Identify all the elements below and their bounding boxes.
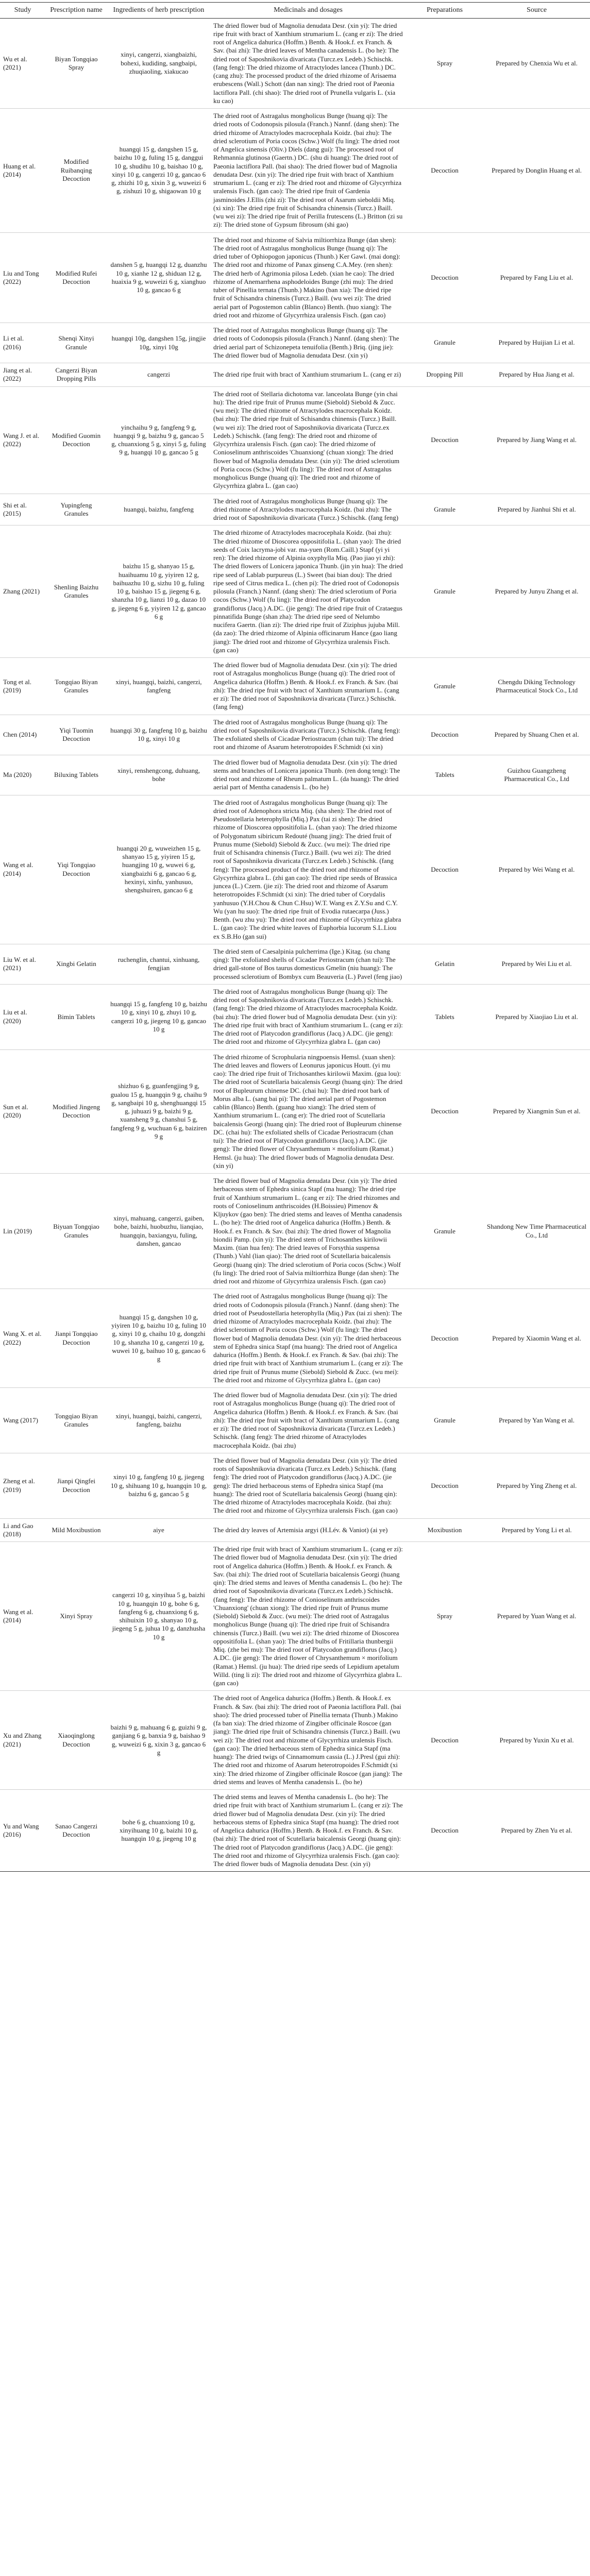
cell-preparation: Dropping Pill bbox=[406, 363, 483, 387]
cell-prescription-name: Sanao Cangerzi Decoction bbox=[45, 1790, 107, 1872]
cell-prescription-name: Cangerzi Biyan Dropping Pills bbox=[45, 363, 107, 387]
cell-study: Huang et al. (2014) bbox=[0, 109, 45, 233]
cell-source: Prepared by Wei Liu et al. bbox=[483, 944, 590, 984]
cell-study: Wu et al. (2021) bbox=[0, 18, 45, 109]
cell-source: Prepared by Yan Wang et al. bbox=[483, 1388, 590, 1453]
cell-ingredients: ruchenglin, chantui, xinhuang, fengjian bbox=[107, 944, 210, 984]
cell-prescription-name: Jianpi Qingfei Decoction bbox=[45, 1453, 107, 1518]
cell-study: Lin (2019) bbox=[0, 1174, 45, 1289]
cell-preparation: Decoction bbox=[406, 109, 483, 233]
cell-study: Liu W. et al. (2021) bbox=[0, 944, 45, 984]
table-row bbox=[0, 1174, 590, 1289]
table-row bbox=[0, 1388, 590, 1453]
cell-medicinals: The dried flower bud of Magnolia denudata Desr. (xin yi): The dried root of Astragalus mongholicus Bunge (huang qi): The dried root of Angelica dahurica (Hoffm.) Benth. & Hook.f. ex Franch. & Sav. (bai zhi): The dried ripe fruit with bract of Xanthium strumarium L. (cang er zi): The dried root of Saposhnikovia divaricata (Turcz.) Schischk. (fang feng) bbox=[210, 658, 406, 715]
cell-preparation: Decoction bbox=[406, 1049, 483, 1174]
cell-medicinals: The dried flower bud of Magnolia denudata Desr. (xin yi): The dried stems and branches of Lonicera japonica Thunb. (ren dong teng): The dried root and rhizome of Rheum palmatum L. (da huang): The dried aerial part of Mentha canadensis L. (bo he) bbox=[210, 755, 406, 795]
cell-source: Prepared by Junyu Zhang et al. bbox=[483, 526, 590, 658]
cell-study: Zheng et al. (2019) bbox=[0, 1453, 45, 1518]
cell-ingredients: cangerzi 10 g, xinyihua 5 g, baizhi 10 g, huangqin 10 g, bohe 6 g, fangfeng 6 g, chuanxiong 6 g, shihuixin 10 g, shanyao 10 g, jiegeng 5 g, juhua 10 g, danzhusha 10 g bbox=[107, 1542, 210, 1691]
table-row bbox=[0, 1049, 590, 1174]
table-row bbox=[0, 494, 590, 526]
cell-study: Shi et al. (2015) bbox=[0, 494, 45, 526]
cell-preparation: Moxibustion bbox=[406, 1518, 483, 1542]
cell-prescription-name: Jianpi Tongqiao Decoction bbox=[45, 1289, 107, 1388]
cell-study: Ma (2020) bbox=[0, 755, 45, 795]
cell-medicinals: The dried rhizome of Atractylodes macrocephala Koidz. (bai zhu): The dried rhizome of Dioscorea oppositifolia L. (shan yao): The dried seeds of Coix lacryma-jobi var. ma-yuen (Rom.Caill.) Stapf (yi yi ren): The dried rhizome of Alpinia oxyphylla Miq. (Pao jiao yi zhi): The dried flowers of Lonicera japonica Thunb. (jin yin hua): The dried ripe seed of Lablab purpureus (L.) Sweet (bai bian dou): The dried ripe seed of Citrus medica L. (chen pi): The dried root of Codonopsis pilosula (Franch.) Nannf. (dang shen): The dried sclerotium of Poria cocos (Schw.) Wolf (fu ling): The dried root of Platycodon grandiflorus (Jacq.) A.DC. (jie geng): The dried ripe fruit of Crataegus pinnatifida Bunge (shan zha): The dried ripe seed of Nelumbo nucifera Gaertn. (lian zi): The dried ripe fruit of Ziziphus jujuba Mill. (da zao): The dried rhizome of Alpinia officinarum Hance (gao liang jiang): The dried root and rhizome of Glycyrrhiza uralensis Fisch. (gan cao) bbox=[210, 526, 406, 658]
cell-ingredients: xinyi, huangqi, baizhi, cangerzi, fangfeng, baizhu bbox=[107, 1388, 210, 1453]
cell-source: Prepared by Hua Jiang et al. bbox=[483, 363, 590, 387]
cell-study: Wang X. et al. (2022) bbox=[0, 1289, 45, 1388]
table-row bbox=[0, 715, 590, 755]
cell-medicinals: The dried root of Astragalus mongholicus Bunge (huang qi): The dried root of Adenophora stricta Miq. (sha shen): The dried root of Pseudostellaria heterophylla (Miq.) Pax (tai zi shen): The dried rhizome of Dioscorea oppositifolia L. (shan yao): The dried rhizome of Polygonatum sibiricum Redouté (huang jing): The dried fruit of Prunus mume (Siebold) Siebold & Zucc. (wu mei): The dried ripe fruit of Schisandra chinensis (Turcz.) Baill. (wu wei zi): The dried root of Saposhnikovia divaricata (Turcz.ex Ledeb.) Schischk. (fang feng): The processed product of the dried root and rhizome of Glycyrrhiza glabra L. (zhi gan cao): The dried ripe seeds of Brassica juncea (L.) Czern. (jie zi): The dried root and rhizome of Asarum heterotropoides F.Schmidt (xi xin): The dried tuber of Corydalis yanhusuo (Y.H.Chou & Chun C.Hsu) W.T. Wang ex Z.Y.Su and C.Y. Wu (yan hu suo): The dried ripe fruit of Evodia rutaecarpa (Juss.) Benth. (wu zhu yu): The dried root and rhizome of Glycyrrhiza glabra L. (gan cao): The dried white leaves of Euphorbia lucorum S.L.Liou ex S.B.Ho (gan sui) bbox=[210, 795, 406, 944]
cell-preparation: Decoction bbox=[406, 1691, 483, 1790]
table-row bbox=[0, 1453, 590, 1518]
cell-source: Prepared by Yuxin Xu et al. bbox=[483, 1691, 590, 1790]
cell-medicinals: The dried stems and leaves of Mentha canadensis L. (bo he): The dried ripe fruit with bract of Xanthium strumarium L. (cang er zi): The dried flower bud of Magnolia denudata Desr. (xin yi): The dried herbaceous stems of Ephedra sinica Stapf (ma huang): The dried root of Angelica dahurica (Hoffm.) Benth. & Hook.f. ex Franch. & Sav. (bai zhi): The dried root of Scutellaria baicalensis Georgi (huang qin): The dried root of Platycodon grandiflorus (Jacq.) A.DC. (jie geng): The dried root and rhizome of Glycyrrhiza uralensis Fisch. (gan cao): The dried flower buds of Magnolia denudata Desr. (xin yi) bbox=[210, 1790, 406, 1872]
herb-prescription-table bbox=[0, 2, 590, 1872]
cell-preparation: Gelatin bbox=[406, 944, 483, 984]
cell-ingredients: huangqi 10g, dangshen 15g, jingjie 10g, xinyi 10g bbox=[107, 323, 210, 363]
cell-prescription-name: Modified Jingeng Decoction bbox=[45, 1049, 107, 1174]
table-row bbox=[0, 109, 590, 233]
cell-ingredients: baizhi 9 g, mahuang 6 g, guizhi 9 g, ganjiang 6 g, banxia 9 g, baishao 9 g, wuweizi 6 g, xixin 3 g, gancao 6 g bbox=[107, 1691, 210, 1790]
cell-ingredients: shizhuo 6 g, guanfengjing 9 g, gualou 15 g, huangqin 9 g, chaihu 9 g, sangbaipi 10 g, shenghuangqi 15 g, juhuazi 9 g, baizhi 9 g, xuansheng 9 g, chanshui 5 g, fangfeng 9 g, wuchuan 6 g, baiziren 9 g bbox=[107, 1049, 210, 1174]
column-header-prescription-name: Prescription name bbox=[45, 3, 107, 19]
cell-ingredients: xinyi, huangqi, baizhi, cangerzi, fangfeng bbox=[107, 658, 210, 715]
cell-preparation: Spray bbox=[406, 1542, 483, 1691]
cell-prescription-name: Yupingfeng Granules bbox=[45, 494, 107, 526]
cell-source: Prepared by Zhen Yu et al. bbox=[483, 1790, 590, 1872]
cell-study: Jiang et al. (2022) bbox=[0, 363, 45, 387]
cell-preparation: Decoction bbox=[406, 715, 483, 755]
cell-ingredients: huangqi, baizhu, fangfeng bbox=[107, 494, 210, 526]
cell-ingredients: huangqi 15 g, dangshen 10 g, yiyiren 10 g, baizhu 10 g, fuling 10 g, xinyi 10 g, chaihu 10 g, dongzhi 10 g, shanzha 10 g, cangerzi 10 g, wuwei 10 g, baihuo 10 g, gancao 6 g bbox=[107, 1289, 210, 1388]
cell-medicinals: The dried root and rhizome of Salvia miltiorrhiza Bunge (dan shen): The dried root of Astragalus mongholicus Bunge (huang qi): The dried tuber of Ophiopogon japonicus (Thunb.) Ker Gawl. (mai dong): The dried root and rhizome of Panax ginseng C.A.Mey. (ren shen): The dried herb of Agrimonia pilosa Ledeb. (xian he cao): The dried rhizome of Anemarrhena asphodeloides Bunge (zhi mu): The dried tuber of Pinellia ternata (Thunb.) Makino (ban xia): The dried ripe fruit of Schisandra chinensis (Turcz.) Baill. (wu wei zi): The dried aerial part of Pogostemon cablin (Blanco) Benth. (huo xiang): The dried root and rhizome of Glycyrrhiza uralensis Fisch. (gan cao) bbox=[210, 232, 406, 323]
cell-source: Prepared by Huijian Li et al. bbox=[483, 323, 590, 363]
cell-study: Wang et al. (2014) bbox=[0, 795, 45, 944]
cell-ingredients: huangqi 30 g, fangfeng 10 g, baizhu 10 g, xinyi 10 g bbox=[107, 715, 210, 755]
table-row bbox=[0, 526, 590, 658]
cell-source: Prepared by Yuan Wang et al. bbox=[483, 1542, 590, 1691]
table-row bbox=[0, 1542, 590, 1691]
cell-source: Prepared by Yong Li et al. bbox=[483, 1518, 590, 1542]
cell-preparation: Granule bbox=[406, 526, 483, 658]
cell-source: Prepared by Jiang Wang et al. bbox=[483, 386, 590, 494]
cell-source: Prepared by Donglin Huang et al. bbox=[483, 109, 590, 233]
cell-preparation: Decoction bbox=[406, 795, 483, 944]
cell-study: Xu and Zhang (2021) bbox=[0, 1691, 45, 1790]
cell-source: Prepared by Chenxia Wu et al. bbox=[483, 18, 590, 109]
cell-prescription-name: Yiqi Tuomin Decoction bbox=[45, 715, 107, 755]
cell-preparation: Spray bbox=[406, 18, 483, 109]
cell-study: Liu and Tong (2022) bbox=[0, 232, 45, 323]
table-row bbox=[0, 658, 590, 715]
table-row bbox=[0, 984, 590, 1049]
cell-medicinals: The dried root of Astragalus mongholicus Bunge (huang qi): The dried roots of Codonopsis pilosula (Franch.) Nannf. (dang shen): The dried rhizome of Atractylodes macrocephala Koidz. (bai zhu): The dried sclerotium of Poria cocos (Schw.) Wolf (fu ling): The dried root of Angelica sinensis (Oliv.) Diels (dang gui): The processed root of Rehmannia glutinosa (Gaertn.) DC. (shu di huang): The dried root of Paeonia lactiflora Pall. (bai shao): The dried flower bud of Magnolia denudata Desr. (xin yi): The dried ripe fruit with bract of Xanthium strumarium L. (cang er zi): The dried root and rhizome of Glycyrrhiza uralensis Fisch. (gan cao): The dried ripe fruit of Gardenia jasminoides J.Ellis (zhi zi): The dried root of Asarum sieboldii Miq. (xi xin): The dried ripe fruit of Schisandra chinensis (Turcz.) Baill. (wu wei zi): The dried ripe fruit of Perilla frutescens (L.) Britton (zi su zi): The dried stone of Gypsum fibrosum (shi gao) bbox=[210, 109, 406, 233]
cell-prescription-name: Xiaoqinglong Decoction bbox=[45, 1691, 107, 1790]
table-row bbox=[0, 232, 590, 323]
table-row bbox=[0, 1790, 590, 1872]
cell-ingredients: aiye bbox=[107, 1518, 210, 1542]
cell-study: Li and Gao (2018) bbox=[0, 1518, 45, 1542]
cell-preparation: Decoction bbox=[406, 1289, 483, 1388]
cell-medicinals: The dried flower bud of Magnolia denudata Desr. (xin yi): The dried root of Astragalus mongholicus Bunge (huang qi): The dried root of Angelica dahurica (Hoffm.) Benth. & Hook.f. ex Franch. & Sav. (bai zhi): The dried ripe fruit with bract of Xanthium strumarium L. (cang er zi): The dried root of Saposhnikovia divaricata (Turcz.ex Ledeb.) Schischk. (fang feng): The dried rhizome of Atractylodes macrocephala Koidz. (bai zhu) bbox=[210, 1388, 406, 1453]
cell-ingredients: xinyi 10 g, fangfeng 10 g, jiegeng 10 g, shihuang 10 g, huangqin 10 g, baizhu 6 g, gancao 5 g bbox=[107, 1453, 210, 1518]
cell-medicinals: The dried root of Astragalus mongholicus Bunge (huang qi): The dried root of Saposhnikovia divaricata (Turcz.) Schischk. (fang feng): The exfoliated shells of Cicadae Periostracum (chan tui): The dried root and rhizome of Asarum heterotropoides F.Schmidt (xi xin) bbox=[210, 715, 406, 755]
cell-study: Wang (2017) bbox=[0, 1388, 45, 1453]
cell-preparation: Granule bbox=[406, 658, 483, 715]
cell-prescription-name: Modified Guomin Decoction bbox=[45, 386, 107, 494]
cell-preparation: Decoction bbox=[406, 386, 483, 494]
cell-preparation: Decoction bbox=[406, 1790, 483, 1872]
cell-prescription-name: Tongqiao Biyan Granules bbox=[45, 1388, 107, 1453]
table-row bbox=[0, 18, 590, 109]
cell-source: Prepared by Jianhui Shi et al. bbox=[483, 494, 590, 526]
table-row bbox=[0, 795, 590, 944]
cell-ingredients: xinyi, renshengcong, duhuang, bohe bbox=[107, 755, 210, 795]
cell-prescription-name: Xingbi Gelatin bbox=[45, 944, 107, 984]
column-header-medicinals: Medicinals and dosages bbox=[210, 3, 406, 19]
cell-medicinals: The dried root of Angelica dahurica (Hoffm.) Benth. & Hook.f. ex Franch. & Sav. (bai zhi): The dried root of Paeonia lactiflora Pall. (bai shao): The dried processed tuber of Pinellia ternata (Thunb.) Makino (fa ban xia): The dried rhizome of Zingiber officinale Roscoe (gan jiang): The dried ripe fruit of Schisandra chinensis (Turcz.) Baill. (wu wei zi): The dried root and rhizome of Glycyrrhiza uralensis Fisch. (gan cao): The dried herbaceous stem of Ephedra sinica Stapf (ma huang): The dried twigs of Cinnamomum cassia (L.) J.Presl (gui zhi): The dried root and rhizome of Asarum heterotropoides F.Schmidt (xi xin): The dried rhizome of Zingiber officinale Roscoe (gan jiang): The dried stems and leaves of Mentha canadensis L. (bo he) bbox=[210, 1691, 406, 1790]
cell-ingredients: huangqi 15 g, dangshen 15 g, baizhu 10 g, fuling 15 g, danggui 10 g, shudihu 10 g, baishao 10 g, xinyi 10 g, cangerzi 10 g, gancao 6 g, zhizhi 10 g, xixin 3 g, wuweizi 6 g, zishuzi 10 g, shigaowan 10 g bbox=[107, 109, 210, 233]
table-header bbox=[0, 3, 590, 19]
cell-medicinals: The dried root of Astragalus mongholicus Bunge (huang qi): The dried root of Saposhnikovia divaricata (Turcz.ex Ledeb.) Schischk. (fang feng): The dried rhizome of Atractylodes macrocephala Koidz. (bai zhu): The dried flower bud of Magnolia denudata Desr. (xin yi): The dried ripe fruit with bract of Xanthium strumarium L. (cang er zi): The dried root of Platycodon grandiflorus (Jacq.) A.DC. (jie geng): The dried root and rhizome of Glycyrrhiza glabra L. (gan cao) bbox=[210, 984, 406, 1049]
cell-ingredients: cangerzi bbox=[107, 363, 210, 387]
table-body bbox=[0, 18, 590, 1872]
cell-source: Prepared by Shuang Chen et al. bbox=[483, 715, 590, 755]
table-row bbox=[0, 1518, 590, 1542]
cell-prescription-name: Modified Ruibanqing Decoction bbox=[45, 109, 107, 233]
cell-ingredients: baizhu 15 g, shanyao 15 g, huaihuamu 10 g, yiyiren 12 g, baihuazhu 10 g, sizhu 10 g, fuling 10 g, baishao 15 g, jiegeng 6 g, shanzha 10 g, lianzi 10 g, dazao 10 g, jiegeng 6 g, yiyiren 12 g, gancao 6 g bbox=[107, 526, 210, 658]
cell-ingredients: bohe 6 g, chuanxiong 10 g, xinyihuang 10 g, baizhi 10 g, huangqin 10 g, jiegeng 10 g bbox=[107, 1790, 210, 1872]
column-header-source: Source bbox=[483, 3, 590, 19]
cell-ingredients: xinyi, mahuang, cangerzi, gaiben, bohe, baizhi, huobuzhu, lianqiao, huangqin, baxiangyu, fuling, danshen, gancao bbox=[107, 1174, 210, 1289]
cell-source: Prepared by Xiaomin Wang et al. bbox=[483, 1289, 590, 1388]
cell-preparation: Decoction bbox=[406, 232, 483, 323]
column-header-ingredients: Ingredients of herb prescription bbox=[107, 3, 210, 19]
cell-study: Tong et al. (2019) bbox=[0, 658, 45, 715]
cell-medicinals: The dried root of Astragalus mongholicus Bunge (huang qi): The dried roots of Codonopsis pilosula (Franch.) Nannf. (dang shen): The dried aerial part of Schizonepeta tenuifolia (Benth.) Briq. (jing jie): The dried flower bud of Magnolia denudata Desr. (xin yi) bbox=[210, 323, 406, 363]
cell-ingredients: yinchaihu 9 g, fangfeng 9 g, huangqi 9 g, baizhu 9 g, gancao 5 g, chuanxiong 5 g, xinyi 5 g, fuling 9 g, huangqi 10 g, gancao 5 g bbox=[107, 386, 210, 494]
cell-ingredients: huangqi 20 g, wuweizhen 15 g, shanyao 15 g, yiyiren 15 g, huangjing 10 g, wuwei 6 g, xiangbaizhi 6 g, gancao 6 g, hexinyi, xinfu, yanhusuo, shengshuiren, gancao 6 g bbox=[107, 795, 210, 944]
cell-medicinals: The dried root of Astragalus mongholicus Bunge (huang qi): The dried rhizome of Atractylodes macrocephala Koidz. (bai zhu): The dried root of Saposhnikovia divaricata (Turcz.) Schischk. (fang feng) bbox=[210, 494, 406, 526]
cell-preparation: Granule bbox=[406, 1388, 483, 1453]
cell-preparation: Tablets bbox=[406, 984, 483, 1049]
cell-study: Wang et al. (2014) bbox=[0, 1542, 45, 1691]
cell-study: Liu et al. (2020) bbox=[0, 984, 45, 1049]
cell-source: Guizhou Guangzheng Pharmaceutical Co., Ltd bbox=[483, 755, 590, 795]
column-header-preparations: Preparations bbox=[406, 3, 483, 19]
cell-medicinals: The dried root of Stellaria dichotoma var. lanceolata Bunge (yin chai hu): The dried ripe fruit of Prunus mume (Siebold) Siebold & Zucc. (wu mei): The dried rhizome of Atractylodes macrocephala Koidz. (bai zhu): The dried ripe fruit of Schisandra chinensis (Turcz.) Baill. (wu wei zi): The dried root of Saposhnikovia divaricata (Turcz.ex Ledeb.) Schischk. (fang feng): The dried root and rhizome of Glycyrrhiza uralensis Fisch. (gan cao): The dried rhizome of Conioselinum anthriscoides 'Chuanxiong' (chuan xiong): The dried flower bud of Magnolia denudata Desr. (xin yi): The dried sclerotium of Poria cocos (Schw.) Wolf (fu ling): The dried root of Astragalus mongholicus Bunge (huang qi): The dried root and rhizome of Glycyrrhiza glabra L. (gan cao) bbox=[210, 386, 406, 494]
cell-preparation: Granule bbox=[406, 1174, 483, 1289]
cell-medicinals: The dried rhizome of Scrophularia ningpoensis Hemsl. (xuan shen): The dried leaves and flowers of Leonurus japonicus Houtt. (yi mu cao): The dried ripe fruit of Trichosanthes kirilowii Maxim. (gua lou): The dried root of Scutellaria baicalensis Georgi (huang qin): The dried root of Bupleurum chinense DC. (chai hu): The dried root bark of Morus alba L. (sang bai pi): The dried aerial part of Pogostemon cablin (Blanco) Benth. (guang huo xiang): The dried stem of Xanthium strumarium L. (cang er): The dried root of Scutellaria baicalensis Georgi (huang qin): The dried root of Bupleurum chinense DC. (chai hu): The exfoliated shells of Cicadae Periostracum (chan tui): The dried root of Platycodon grandiflorus (Jacq.) A.DC. (jie geng): The dried flower of Chrysanthemum × morifolium (Ramat.) Hemsl. (ju hua): The dried flower buds of Magnolia denudata Desr. (xin yi) bbox=[210, 1049, 406, 1174]
cell-study: Yu and Wang (2016) bbox=[0, 1790, 45, 1872]
table-row bbox=[0, 386, 590, 494]
cell-prescription-name: Tongqiao Biyan Granules bbox=[45, 658, 107, 715]
cell-prescription-name: Mild Moxibustion bbox=[45, 1518, 107, 1542]
cell-preparation: Granule bbox=[406, 494, 483, 526]
cell-study: Wang J. et al. (2022) bbox=[0, 386, 45, 494]
cell-medicinals: The dried flower bud of Magnolia denudata Desr. (xin yi): The dried ripe fruit with bract of Xanthium strumarium L. (cang er zi): The dried root of Angelica dahurica (Hoffm.) Benth. & Hook.f. ex Franch. & Sav. (bai zhi): The dried leaves of Mentha canadensis L. (bo he): The dried root of Saposhnikovia divaricata (Turcz.ex Ledeb.) Schischk. (fang feng): The dried rhizome of Atractylodes lancea (Thunb.) DC. (cang zhu): The processed product of the dried rhizome of Arisaema erubescens (Wall.) Schott (dan nan xing): The dried root of Paeonia lactiflora Pall. (chi shao): The dried root of Prunella vulgaris L. (xia ku cao) bbox=[210, 18, 406, 109]
cell-source: Prepared by Xiaojiao Liu et al. bbox=[483, 984, 590, 1049]
header-row bbox=[0, 3, 590, 19]
cell-prescription-name: Shenqi Xinyi Granule bbox=[45, 323, 107, 363]
table-row bbox=[0, 363, 590, 387]
cell-medicinals: The dried dry leaves of Artemisia argyi (H.Lév. & Vaniot) (ai ye) bbox=[210, 1518, 406, 1542]
cell-medicinals: The dried stem of Caesalpinia pulcherrima (Ige.) Kitag. (su chang qing): The exfoliated shells of Cicadae Periostracum (chan tui): The dried gall-stone of Bos taurus domesticus Gmelin (niu huang): The processed sclerotium of Bombyx cum Beauveria (L.) Pavel (feng jiao) bbox=[210, 944, 406, 984]
cell-prescription-name: Xinyi Spray bbox=[45, 1542, 107, 1691]
cell-preparation: Decoction bbox=[406, 1453, 483, 1518]
cell-ingredients: danshen 5 g, huangqi 12 g, duanzhu 10 g, xianhe 12 g, shiduan 12 g, huaixia 9 g, wuweizi 6 g, xianghuo 10 g, gancao 6 g bbox=[107, 232, 210, 323]
cell-medicinals: The dried flower bud of Magnolia denudata Desr. (xin yi): The dried herbaceous stem of Ephedra sinica Stapf (ma huang): The dried ripe fruit of Xanthium strumarium L. (cang er zi): The dried rhizomes and roots of Conioselinum anthriscoides (H.Boissieu) Pimenov & Kljuykov (gao ben): The dried stems and leaves of Mentha canadensis L. (bo he): The dried root of Angelica dahurica (Hoffm.) Benth. & Hook.f. ex Franch. & Sav. (bai zhi): The dried flower of Magnolia biondii Pamp. (xin yi): The dried stem of Trichosanthes kirilowii Maxim. (tian hua fen): The dried leaves of Forsythia suspensa (Thunb.) Vahl (lian qiao): The dried root of Scutellaria baicalensis Georgi (huang qin): The dried sclerotium of Poria cocos (Schw.) Wolf (fu ling): The dried root of Salvia miltiorrhiza Bunge (dan shen): The dried root and rhizome of Glycyrrhiza uralensis Fisch. (gan cao) bbox=[210, 1174, 406, 1289]
cell-prescription-name: Bimin Tablets bbox=[45, 984, 107, 1049]
cell-source: Prepared by Fang Liu et al. bbox=[483, 232, 590, 323]
table-row bbox=[0, 944, 590, 984]
cell-ingredients: huangqi 15 g, fangfeng 10 g, baizhu 10 g, xinyi 10 g, zhuyi 10 g, cangerzi 10 g, jiegeng 10 g, gancao 10 g bbox=[107, 984, 210, 1049]
cell-preparation: Tablets bbox=[406, 755, 483, 795]
cell-study: Chen (2014) bbox=[0, 715, 45, 755]
cell-medicinals: The dried ripe fruit with bract of Xanthium strumarium L. (cang er zi) bbox=[210, 363, 406, 387]
cell-source: Chengdu Diking Technology Pharmaceutical Stock Co., Ltd bbox=[483, 658, 590, 715]
cell-prescription-name: Biyan Tongqiao Spray bbox=[45, 18, 107, 109]
cell-ingredients: xinyi, cangerzi, xiangbaizhi, bohexi, kudiding, sangbaipi, zhuqiaoling, xiakucao bbox=[107, 18, 210, 109]
cell-study: Sun et al. (2020) bbox=[0, 1049, 45, 1174]
cell-medicinals: The dried ripe fruit with bract of Xanthium strumarium L. (cang er zi): The dried flower bud of Magnolia denudata Desr. (xin yi): The dried root of Angelica dahurica (Hoffm.) Benth. & Hook.f. ex Franch. & Sav. (bai zhi): The dried root of Scutellaria baicalensis Georgi (huang qin): The dried stems and leaves of Mentha canadensis L. (bo he): The dried root of Saposhnikovia divaricata (Turcz.ex Ledeb.) Schischk. (fang feng): The dried rhizome of Conioselinum anthriscoides 'Chuanxiong' (chuan xiong): The dried ripe fruit of Prunus mume (Siebold) Siebold & Zucc. (wu mei): The dried root of Astragalus mongholicus Bunge (huang qi): The dried ripe fruit of Schisandra chinensis (Turcz.) Baill. (wu wei zi): The dried rhizome of Dioscorea oppositifolia L. (shan yao): The dried bulbs of Fritillaria thunbergii Miq. (zhe bei mu): The dried root of Platycodon grandiflorus (Jacq.) A.DC. (jie geng): The dried flower of Chrysanthemum × morifolium (Ramat.) Hemsl. (ju hua): The dried ripe seeds of Lepidium apetalum Willd. (ting li zi): The dried root and rhizome of Glycyrrhiza glabra L. (gan cao) bbox=[210, 1542, 406, 1691]
table-row bbox=[0, 323, 590, 363]
cell-prescription-name: Yiqi Tongqiao Decoction bbox=[45, 795, 107, 944]
table-row bbox=[0, 1691, 590, 1790]
cell-medicinals: The dried root of Astragalus mongholicus Bunge (huang qi): The dried roots of Codonopsis pilosula (Franch.) Nannf. (dang shen): The dried root of Pseudostellaria heterophylla (Miq.) Pax (tai zi shen): The dried rhizome of Atractylodes macrocephala Koidz. (bai zhu): The dried sclerotium of Poria cocos (Schw.) Wolf (fu ling): The dried flower bud of Magnolia denudata Desr. (xin yi): The dried herbaceous stem of Ephedra sinica Stapf (ma huang): The dried root of Angelica dahurica (Hoffm.) Benth. & Hook.f. ex Franch. & Sav. (bai zhi): The dried ripe fruit with bract of Xanthium strumarium L. (cang er zi): The dried ripe fruit of Prunus mume (Siebold) Siebold & Zucc. (wu mei): The dried root and rhizome of Glycyrrhiza glabra L. (gan cao) bbox=[210, 1289, 406, 1388]
cell-prescription-name: Biluxing Tablets bbox=[45, 755, 107, 795]
cell-prescription-name: Biyuan Tongqiao Granules bbox=[45, 1174, 107, 1289]
cell-source: Shandong New Time Pharmaceutical Co., Ltd bbox=[483, 1174, 590, 1289]
cell-prescription-name: Modified Rufei Decoction bbox=[45, 232, 107, 323]
cell-study: Li et al. (2016) bbox=[0, 323, 45, 363]
cell-study: Zhang (2021) bbox=[0, 526, 45, 658]
cell-prescription-name: Shenling Baizhu Granules bbox=[45, 526, 107, 658]
table-row bbox=[0, 755, 590, 795]
cell-source: Prepared by Wei Wang et al. bbox=[483, 795, 590, 944]
table-row bbox=[0, 1289, 590, 1388]
column-header-study: Study bbox=[0, 3, 45, 19]
cell-preparation: Granule bbox=[406, 323, 483, 363]
cell-source: Prepared by Ying Zheng et al. bbox=[483, 1453, 590, 1518]
cell-source: Prepared by Xiangmin Sun et al. bbox=[483, 1049, 590, 1174]
cell-medicinals: The dried flower bud of Magnolia denudata Desr. (xin yi): The dried roots of Saposhnikovia divaricata (Turcz.ex Ledeb.) Schischk. (fang feng): The dried root of Platycodon grandiflorus (Jacq.) A.DC. (jie geng): The dried herbaceous stems of Ephedra sinica Stapf (ma huang): The dried root of Scutellaria baicalensis Georgi (huang qin): The dried rhizome of Atractylodes macrocephala Koidz. (bai zhu): The dried root and rhizome of Glycyrrhiza uralensis Fisch. (gan cao) bbox=[210, 1453, 406, 1518]
